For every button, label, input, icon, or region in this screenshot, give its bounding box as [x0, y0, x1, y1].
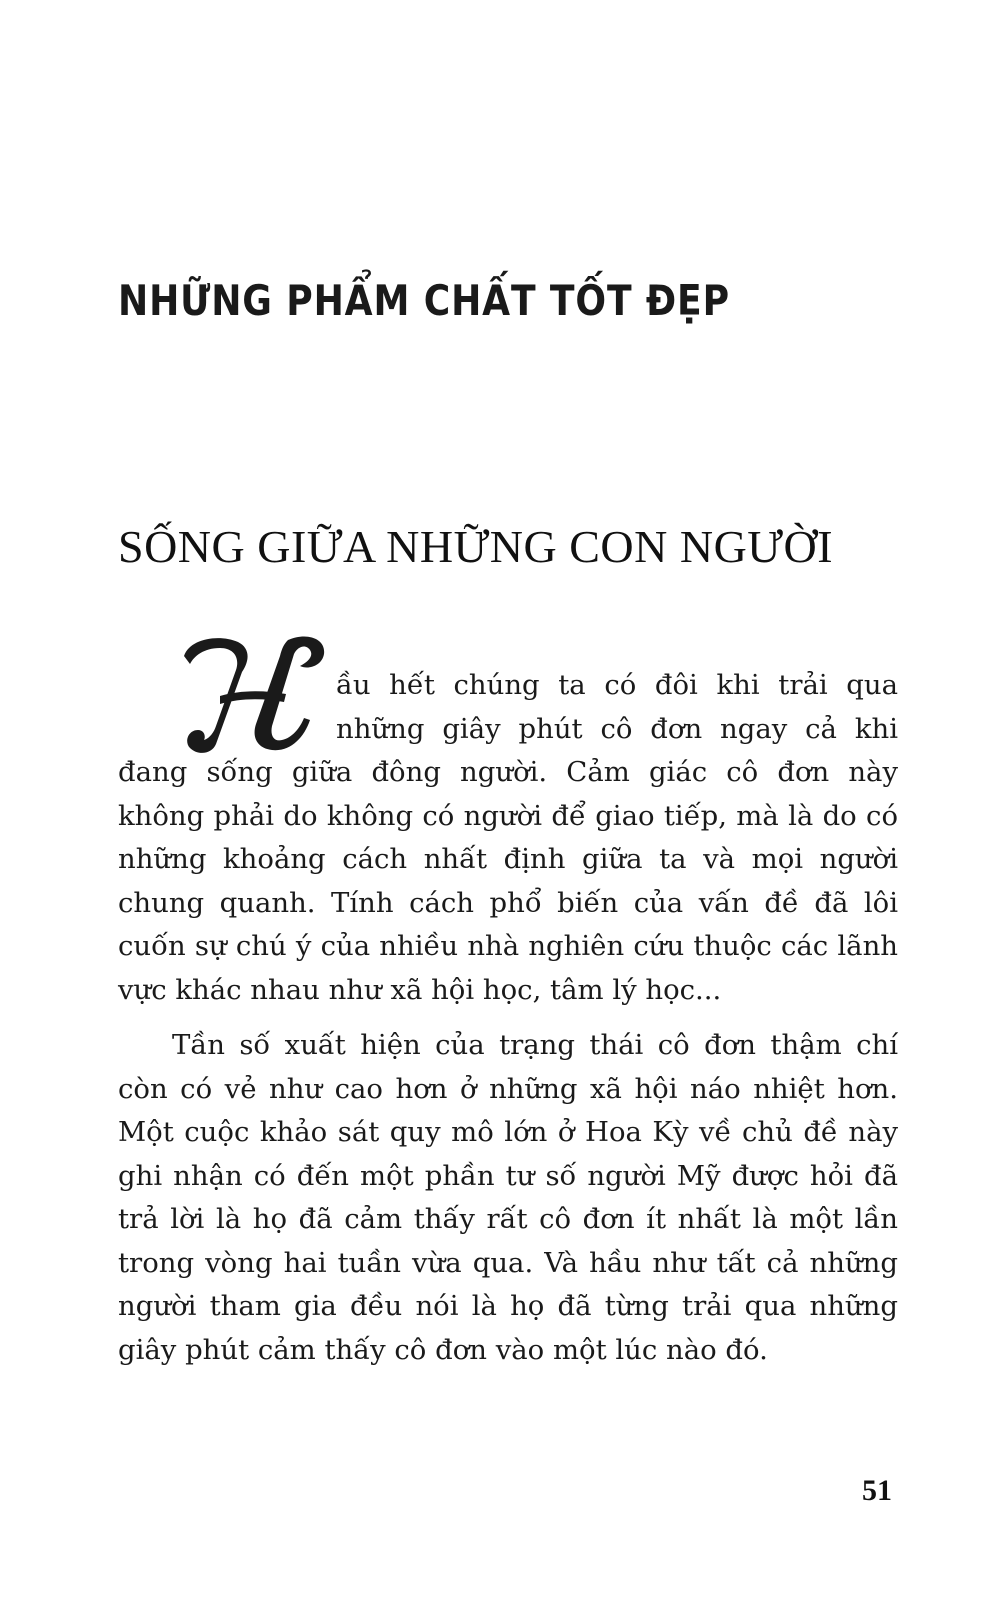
paragraph-1-text: ầu hết chúng ta có đôi khi trải qua những giây phút cô đơn ngay cả khi đang sống giữa đông người. Cảm giác cô đơn này không phải do không có người để giao tiếp, mà là do có những khoảng cách nhất định giữa ta và mọi người chung quanh. Tính cách phổ biến của vấn đề đã lôi cuốn sự chú ý của nhiều nhà nghiên cứu thuộc các lãnh vực khác nhau như xã hội học, tâm lý học...: [118, 669, 898, 1006]
dropcap-h-glyph: [176, 632, 336, 757]
dropcap: [118, 664, 330, 748]
page-number: 51: [862, 1474, 892, 1507]
paragraph-2: Tần số xuất hiện của trạng thái cô đơn thậm chí còn có vẻ như cao hơn ở những xã hội náo nhiệt hơn. Một cuộc khảo sát quy mô lớn ở Hoa Kỳ về chủ đề này ghi nhận có đến một phần tư số người Mỹ được hỏi đã trả lời là họ đã cảm thấy rất cô đơn ít nhất là một lần trong vòng hai tuần vừa qua. Và hầu như tất cả những người tham gia đều nói là họ đã từng trải qua những giây phút cảm thấy cô đơn vào một lúc nào đó.: [118, 1029, 898, 1366]
paragraph-1: [118, 664, 898, 1012]
chapter-title: SỐNG GIỮA NHỮNG CON NGƯỜI: [118, 521, 834, 572]
section-title: NHỮNG PHẨM CHẤT TỐT ĐẸP: [118, 276, 730, 325]
body-text: [118, 664, 898, 1372]
